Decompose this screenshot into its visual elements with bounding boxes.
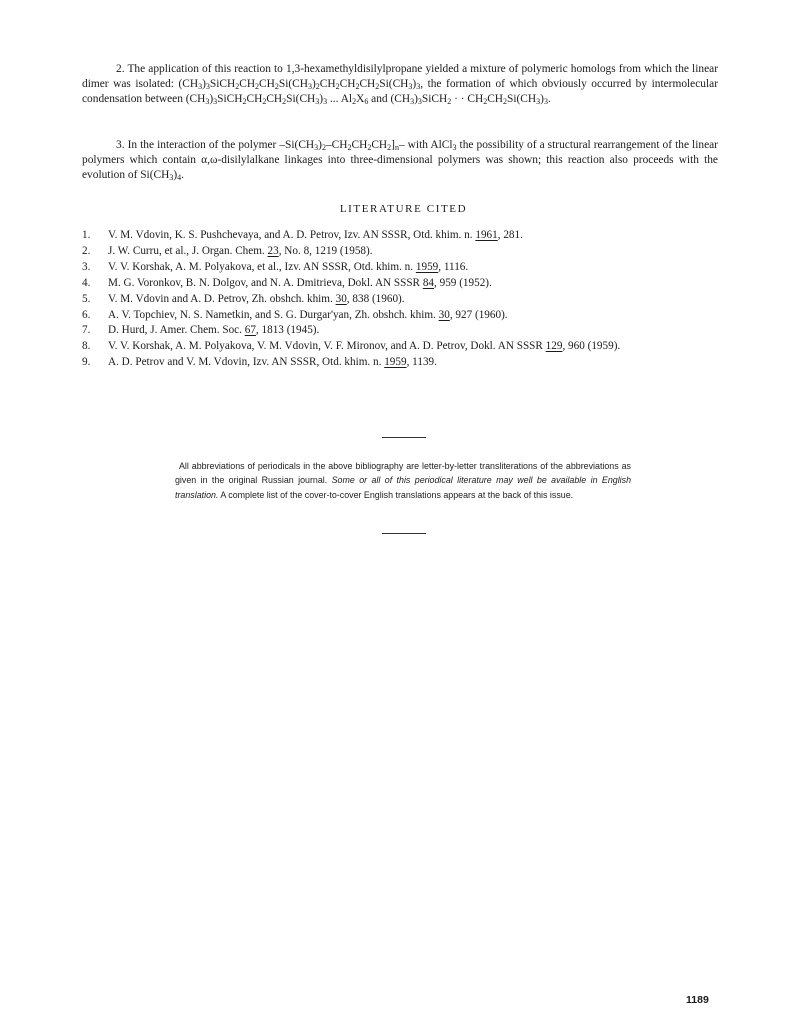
reference-item (82, 355, 732, 371)
divider-rule-bottom (382, 533, 426, 534)
reference-text: A. D. Petrov and V. M. Vdovin, Izv. AN SSSR, Otd. khim. n. (108, 356, 385, 369)
chemical-formula: $Al_2X_6$ (340, 93, 369, 106)
reference-text: A. V. Topchiev, N. S. Nametkin, and S. G. Durgar'yan, Zh. obshch. khim. (108, 308, 439, 321)
reference-text: J. W. Curru, et al., J. Organ. Chem. (108, 244, 268, 257)
reference-volume-underlined: 1959 (415, 260, 439, 273)
reference-item (82, 339, 732, 355)
chemical-formula: $(CH_3)_3SiCH_2CH_2CH_2Si(CH_3)_2CH_2CH_2CH_2Si(CH_3)_3$ (178, 78, 421, 91)
reference-item (82, 228, 732, 244)
paragraph-text: and (368, 93, 391, 105)
reference-item (82, 292, 732, 308)
reference-number: 2. (82, 244, 91, 257)
paragraph-2 (82, 62, 718, 107)
reference-volume-underlined: 30 (335, 292, 347, 305)
reference-volume-underlined: 23 (267, 244, 279, 257)
paragraph-text: , the formation of which obviously occurred by intermolecular condensation between (82, 78, 719, 105)
reference-item (82, 308, 732, 324)
paragraph-3 (82, 138, 718, 183)
paragraph-text: . (547, 93, 551, 105)
paragraph-text: . (181, 169, 184, 181)
reference-volume-underlined: 30 (438, 308, 450, 321)
reference-text: , 281. (497, 229, 523, 241)
reference-volume-underlined: 129 (545, 340, 563, 353)
chemical-formula: $(CH_3)_3SiCH_2$ · · $CH_2CH_2Si(CH_3)_3$ (390, 93, 548, 106)
reference-list (82, 228, 732, 371)
reference-text: V. V. Korshak, A. M. Polyakova, V. M. Vdovin, V. F. Mironov, and A. D. Petrov, Dokl. AN SSSR (108, 340, 546, 353)
paragraph-text: with (404, 139, 431, 151)
reference-volume-underlined: 67 (244, 324, 256, 337)
chemical-formula: AlCl$_3$ (430, 139, 457, 152)
reference-number: 6. (82, 308, 91, 321)
reference-item (82, 276, 732, 292)
reference-text: , 1139. (406, 356, 437, 369)
reference-number: 7. (82, 324, 91, 337)
paragraph-number: 2. (116, 63, 125, 75)
paragraph-text: The application of this reaction to 1,3-hexamethyldisilylpropane yielded a mixture of polymeric homologs from which the linear dimer was isolated: (82, 63, 718, 90)
reference-number: 3. (82, 260, 91, 273)
reference-item (82, 260, 732, 276)
reference-item (82, 323, 732, 339)
reference-number: 8. (82, 340, 91, 353)
chemical-formula: $(CH_3)_3SiCH_2CH_2CH_2Si(CH_3)_3$ (185, 93, 328, 106)
reference-text: V. V. Korshak, A. M. Polyakova, et al., Izv. AN SSSR, Otd. khim. n. (108, 260, 416, 273)
chemical-formula: $-Si(CH_3)_2-CH_2CH_2CH_2]_n-$ (279, 139, 405, 152)
reference-text: , 959 (1952). (434, 276, 492, 289)
reference-text: V. M. Vdovin, K. S. Pushchevaya, and A. D. Petrov, Izv. AN SSSR, Otd. khim. n. (108, 229, 476, 241)
reference-volume-underlined: 1959 (384, 356, 407, 369)
note-italic-text: Some or all of this periodical literature may well be available in English translation. (175, 475, 632, 500)
paragraph-number: 3. (116, 139, 125, 151)
paragraph-text: the possibility of a structural rearrangement of the linear polymers which contain α,ω-disilylalkane linkages into three-dimensional polymers was shown; this reaction also proceeds with the evolution of (82, 139, 718, 181)
reference-text: , 1813 (1945). (255, 324, 320, 337)
divider-rule-top (382, 437, 426, 438)
reference-number: 1. (82, 229, 91, 241)
reference-text: D. Hurd, J. Amer. Chem. Soc. (108, 324, 245, 337)
reference-number: 9. (82, 356, 91, 369)
reference-text: , 838 (1960). (346, 292, 405, 305)
reference-number: 5. (82, 292, 91, 305)
reference-volume-underlined: 1961 (475, 229, 498, 241)
reference-text: , 1116. (438, 260, 469, 273)
abbreviations-note (175, 459, 631, 502)
reference-text: V. M. Vdovin and A. D. Petrov, Zh. obshch. khim. (108, 292, 336, 305)
reference-text: M. G. Voronkov, B. N. Dolgov, and N. A. Dmitrieva, Dokl. AN SSSR (108, 276, 423, 289)
literature-cited-heading: LITERATURE CITED (339, 203, 468, 215)
reference-text: , 960 (1959). (562, 340, 621, 353)
note-text: All abbreviations of periodicals in the above bibliography are letter-by-letter transliterations of the abbreviations as given in the original Russian journal. (175, 461, 631, 486)
reference-text: , No. 8, 1219 (1958). (278, 244, 373, 257)
reference-number: 4. (82, 276, 91, 289)
reference-volume-underlined: 84 (422, 276, 435, 289)
chemical-formula: $Si(CH_3)_4$ (140, 169, 182, 182)
reference-item (82, 244, 732, 260)
paragraph-text: ... (327, 93, 341, 105)
reference-text: , 927 (1960). (449, 308, 508, 321)
paragraph-text: In the interaction of the polymer (127, 139, 280, 151)
page-number: 1189 (686, 994, 709, 1006)
note-text: A complete list of the cover-to-cover English translations appears at the back of this issue. (218, 489, 574, 500)
